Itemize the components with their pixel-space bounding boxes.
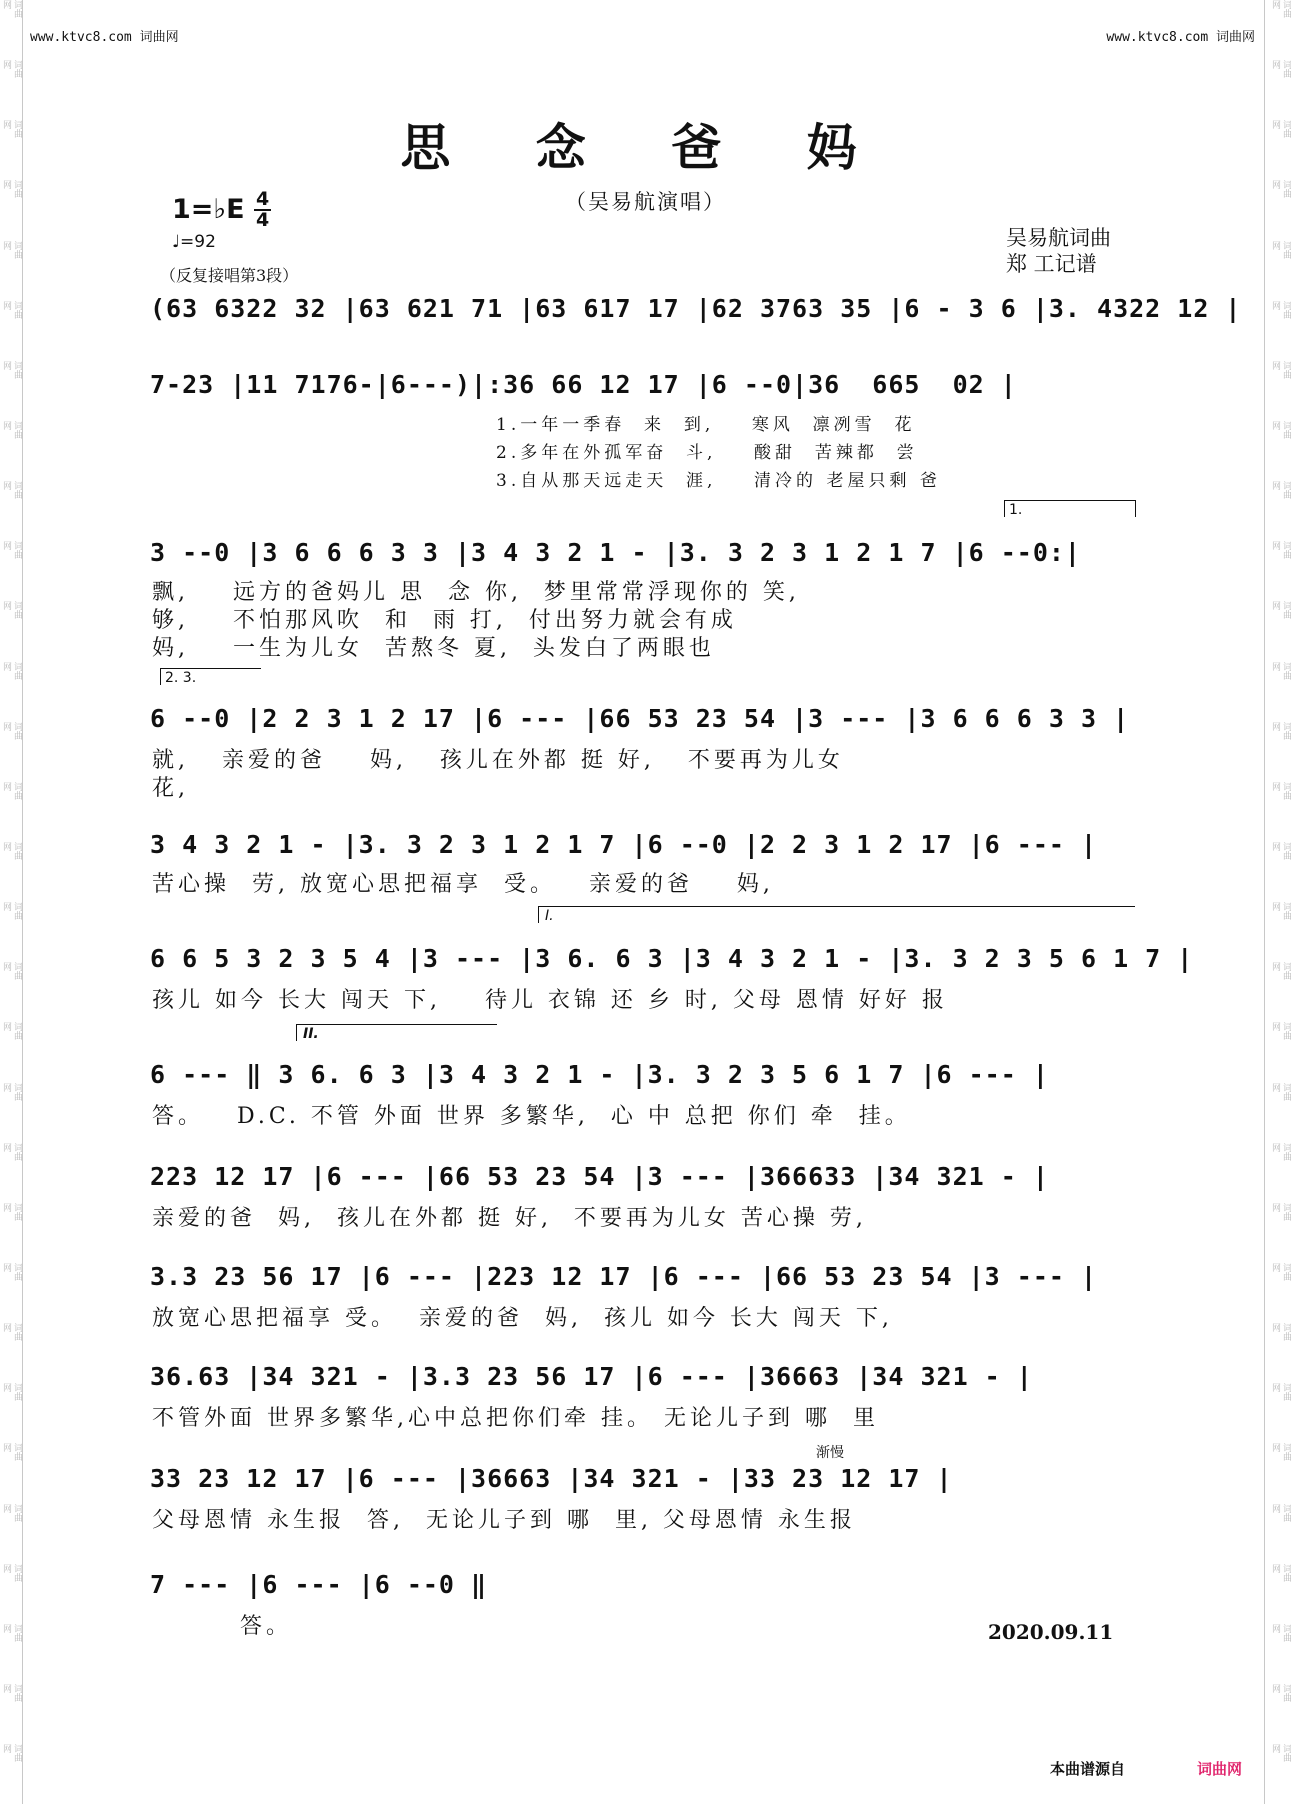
volta-23-bracket: [160, 668, 261, 685]
system-4-lyric-1: 就, 亲爱的爸 妈, 孩儿在外都 挺 好, 不要再为儿女: [152, 748, 844, 773]
tempo-mark: ♩=92: [172, 232, 216, 252]
volta-II-bracket: [296, 1024, 497, 1041]
system-8-lyric-1: 亲爱的爸 妈, 孩儿在外都 挺 好, 不要再为儿女 苦心操 劳,: [152, 1206, 867, 1231]
volta-23-label: 2. 3.: [165, 670, 197, 686]
performer-subtitle: （吴易航演唱）: [565, 190, 726, 214]
system-8-notes: 223 12 17 |6 --- |66 53 23 54 |3 --- |366633 |34 321 - |: [150, 1162, 1049, 1191]
volta-I-label: I.: [545, 908, 554, 924]
watermark-left: www.ktvc8.com 词曲网: [30, 30, 179, 45]
system-4-notes: 6 --0 |2 2 3 1 2 17 |6 --- |66 53 23 54 |3 --- |3 6 6 6 3 3 |: [150, 704, 1130, 733]
system-2-lyric-2: 2.多年在外孤军奋 斗, 酸甜 苦辣都 尝: [496, 443, 918, 463]
volta-1-label: 1.: [1009, 502, 1023, 518]
system-2-lyric-3: 3.自从那天远走天 涯, 清冷的 老屋只剩 爸: [496, 471, 941, 491]
system-6-notes: 6 6 5 3 2 3 5 4 |3 --- |3 6. 6 3 |3 4 3 2 1 - |3. 3 2 3 5 6 1 7 |: [150, 944, 1194, 973]
left-border-line: [22, 0, 23, 1804]
system-3-lyric-2: 够, 不怕那风吹 和 雨 打, 付出努力就会有成: [152, 608, 737, 633]
system-3-lyric-1: 飘, 远方的爸妈儿 思 念 你, 梦里常常浮现你的 笑,: [152, 580, 800, 605]
lyricist-credit: 吴易航词曲: [1006, 226, 1111, 250]
side-watermark-left: 词曲网 词曲网 词曲网 词曲网 词曲网 词曲网 词曲网 词曲网 词曲网 词曲网 词曲网 词曲网 词曲网 词曲网 词曲网 词曲网 词曲网 词曲网 词曲网 词曲网 词曲网 词曲网 词曲网 词曲网 词曲网 词曲网 词曲网 词曲网 词曲网 词曲网: [1, 0, 22, 1763]
side-watermark-right: 词曲网 词曲网 词曲网 词曲网 词曲网 词曲网 词曲网 词曲网 词曲网 词曲网 词曲网 词曲网 词曲网 词曲网 词曲网 词曲网 词曲网 词曲网 词曲网 词曲网 词曲网 词曲网 词曲网 词曲网 词曲网 词曲网 词曲网 词曲网 词曲网 词曲网: [1270, 0, 1291, 1763]
system-2-notes: 7-23 |11 7176-|6---)|:36 66 12 17 |6 --0|36 665 02 |: [150, 370, 1017, 399]
right-border-line: [1264, 0, 1265, 1804]
system-9-notes: 3.3 23 56 17 |6 --- |223 12 17 |6 --- |66 53 23 54 |3 --- |: [150, 1262, 1098, 1291]
system-3-lyric-3: 妈, 一生为儿女 苦熬冬 夏, 头发白了两眼也: [152, 636, 715, 661]
system-7-notes: 6 --- ‖ 3 6. 6 3 |3 4 3 2 1 - |3. 3 2 3 5 6 1 7 |6 --- |: [150, 1060, 1049, 1089]
system-10-lyric-1: 不管外面 世界多繁华,心中总把你们牵 挂。 无论儿子到 哪 里: [152, 1406, 879, 1431]
system-2-lyric-1: 1.一年一季春 来 到, 寒风 凛冽雪 花: [496, 415, 916, 435]
footer-source: 本曲谱源自: [1050, 1760, 1126, 1778]
footer-brand-link[interactable]: 词曲网: [1197, 1760, 1243, 1778]
key-signature: 1=♭E: [172, 194, 245, 225]
date-stamp: 2020.09.11: [988, 1620, 1114, 1644]
system-10-notes: 36.63 |34 321 - |3.3 23 56 17 |6 --- |36663 |34 321 - |: [150, 1362, 1033, 1391]
page-title: 思 念 爸 妈: [400, 118, 891, 177]
system-6-lyric-1: 孩儿 如今 长大 闯天 下, 待儿 衣锦 还 乡 时, 父母 恩情 好好 报: [152, 988, 948, 1013]
system-3-notes: 3 --0 |3 6 6 6 3 3 |3 4 3 2 1 - |3. 3 2 3 1 2 1 7 |6 --0:|: [150, 538, 1081, 567]
system-5-lyric-1: 苦心操 劳, 放宽心思把福享 受。 亲爱的爸 妈,: [152, 872, 774, 897]
system-11-lyric-1: 父母恩情 永生报 答, 无论儿子到 哪 里, 父母恩情 永生报: [152, 1508, 856, 1533]
time-signature-top: 4: [256, 188, 270, 210]
system-12-lyric-1: 答。: [152, 1614, 292, 1639]
repeat-note: （反复接唱第3段）: [160, 266, 299, 285]
time-signature: [254, 190, 271, 230]
system-5-notes: 3 4 3 2 1 - |3. 3 2 3 1 2 1 7 |6 --0 |2 2 3 1 2 17 |6 --- |: [150, 830, 1098, 859]
volta-I-bracket: [538, 906, 1135, 923]
transcriber-credit: 郑 工记谱: [1006, 252, 1097, 276]
system-11-notes: 33 23 12 17 |6 --- |36663 |34 321 - |33 23 12 17 |: [150, 1464, 953, 1493]
watermark-right: www.ktvc8.com 词曲网: [1106, 30, 1255, 45]
time-signature-bottom: 4: [256, 209, 270, 231]
volta-1-bracket: [1004, 500, 1136, 517]
volta-II-label: II.: [303, 1026, 319, 1042]
tempo-change-mark: 渐慢: [816, 1445, 844, 1461]
system-7-lyric-1: 答。 D.C. 不管 外面 世界 多繁华, 心 中 总把 你们 牵 挂。: [152, 1104, 911, 1129]
system-9-lyric-1: 放宽心思把福享 受。 亲爱的爸 妈, 孩儿 如今 长大 闯天 下,: [152, 1306, 893, 1331]
system-4-lyric-2: 花,: [152, 776, 189, 801]
system-1-notes: (63 6322 32 |63 621 71 |63 617 17 |62 3763 35 |6 - 3 6 |3. 4322 12 |: [150, 294, 1242, 323]
system-12-notes: 7 --- |6 --- |6 --0 ‖: [150, 1570, 488, 1599]
